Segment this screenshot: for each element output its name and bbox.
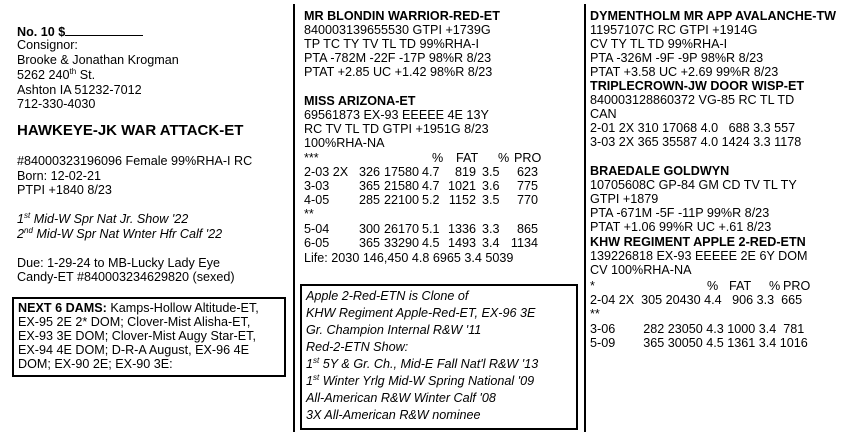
table-row: 5-04 300 26170 5.1 1336 3.3 865	[304, 222, 538, 236]
dam-line: RC TV TL TD GTPI +1951G 8/23	[304, 122, 489, 136]
records-stars: **	[590, 307, 600, 321]
consignor-city: Ashton IA 51232-7012	[17, 83, 142, 97]
award-2: 2nd Mid-W Spr Nat Wnter Hfr Calf '22	[17, 225, 223, 241]
clone-line: 1st 5Y & Gr. Ch., Mid-E Fall Nat'l R&W '13	[306, 355, 539, 371]
records-stars: **	[304, 207, 314, 221]
animal-name: HAWKEYE-JK WAR ATTACK-ET	[17, 122, 244, 139]
maternal-dam-line: 840003128860372 VG-85 RC TL TD	[590, 93, 795, 107]
maternal-sire-name: DYMENTHOLM MR APP AVALANCHE-TW	[590, 9, 837, 23]
next-dams-title: NEXT 6 DAMS:	[18, 301, 107, 315]
consignor-phone: 712-330-4030	[17, 97, 96, 111]
clone-line: All-American R&W Winter Calf '08	[306, 391, 496, 405]
granddam-line: PTA -671M -5F -11P 99%R 8/23	[590, 206, 770, 220]
sire-line: PTA -782M -22F -17P 98%R 8/23	[304, 51, 492, 65]
clone-line: 3X All-American R&W nominee	[306, 408, 481, 422]
next-dams-line-3: EX-93 3E DOM; Clover-Mist Augy Star-ET,	[18, 329, 256, 343]
table-row: 5-09 365 30050 4.5 1361 3.4 1016	[590, 336, 808, 350]
clone-line: 1st Winter Yrlg Mid-W Spring National '09	[306, 372, 535, 388]
maternal-sire-line: PTA -326M -9F -9P 98%R 8/23	[590, 51, 764, 65]
clone-line: Apple 2-Red-ETN is Clone of	[306, 289, 469, 303]
maternal-dam-name: TRIPLECROWN-JW DOOR WISP-ET	[590, 79, 805, 93]
records-header: *** % FAT % PRO	[304, 151, 542, 165]
lifetime-record: Life: 2030 146,450 4.8 6965 3.4 5039	[304, 251, 514, 265]
granddam-line: GTPI +1879	[590, 192, 659, 206]
dam-line: 69561873 EX-93 EEEEE 4E 13Y	[304, 108, 489, 122]
next-dams-line-4: EX-94 4E DOM; D-R-A August, EX-96 4E	[18, 343, 249, 357]
maternal-dam-line: 3-03 2X 365 35587 4.0 1424 3.3 1178	[590, 135, 802, 149]
column-divider-2	[584, 4, 586, 432]
maternal-sire-line: CV TY TL TD 99%RHA-I	[590, 37, 728, 51]
consignor-name: Brooke & Jonathan Krogman	[17, 53, 179, 67]
granddam-name: BRAEDALE GOLDWYN	[590, 164, 730, 178]
maternal-dam-line: 2-01 2X 310 17068 4.0 688 3.3 557	[590, 121, 796, 135]
table-row: 2-04 2X 305 20430 4.4 906 3.3 665	[590, 293, 803, 307]
dam-name: MISS ARIZONA-ET	[304, 94, 416, 108]
great-granddam-line: CV 100%RHA-NA	[590, 263, 692, 277]
granddam-line: 10705608C GP-84 GM CD TV TL TY	[590, 178, 797, 192]
great-granddam-name: KHW REGIMENT APPLE 2-RED-ETN	[590, 235, 806, 249]
clone-line: Gr. Champion Internal R&W '11	[306, 323, 482, 337]
next-dams-box: NEXT 6 DAMS: Kamps-Hollow Altitude-ET, EX-95 2E 2* DOM; Clover-Mist Alisha-ET, EX-93 3E DOM; Clover-Mist Augy Star-ET, EX-94 4E DOM; D-R-A August, EX-96 4E DOM; EX-90 2E; EX-90 3E:	[12, 297, 286, 377]
clone-box	[300, 284, 578, 430]
dam-line: 100%RHA-NA	[304, 136, 385, 150]
column-divider-1	[293, 4, 295, 432]
sire-line: 840003139655530 GTPI +1739G	[304, 23, 491, 37]
price-blank[interactable]	[65, 24, 143, 36]
table-row: 3-06 282 23050 4.3 1000 3.4 781	[590, 322, 805, 336]
sire-line: TP TC TY TV TL TD 99%RHA-I	[304, 37, 479, 51]
consignor-address: 5262 240th St.	[17, 66, 96, 82]
born-date: Born: 12-02-21	[17, 169, 102, 183]
award-1: 1st Mid-W Spr Nat Jr. Show '22	[17, 210, 189, 226]
due-line-2: Candy-ET #840003234629820 (sexed)	[17, 270, 235, 284]
table-row: 6-05 365 33290 4.5 1493 3.4 1134	[304, 236, 538, 250]
maternal-sire-line: PTAT +3.58 UC +2.69 99%R 8/23	[590, 65, 779, 79]
sire-name: MR BLONDIN WARRIOR-RED-ET	[304, 9, 500, 23]
maternal-sire-line: 11957107C RC GTPI +1914G	[590, 23, 758, 37]
maternal-dam-line: CAN	[590, 107, 617, 121]
great-granddam-line: 139226818 EX-93 EEEEE 2E 6Y DOM	[590, 249, 808, 263]
table-row: 4-05 285 22100 5.2 1152 3.5 770	[304, 193, 538, 207]
due-line-1: Due: 1-29-24 to MB-Lucky Lady Eye	[17, 256, 221, 270]
sire-line: PTAT +2.85 UC +1.42 98%R 8/23	[304, 65, 493, 79]
consignor-label: Consignor:	[17, 38, 78, 52]
ptpi: PTPI +1840 8/23	[17, 183, 112, 197]
maternal-records-header: * % FAT % PRO	[590, 279, 811, 293]
next-dams-line-5: DOM; EX-90 2E; EX-90 3E:	[18, 357, 173, 371]
table-row: 2-03 2X 326 17580 4.7 819 3.5 623	[304, 165, 538, 179]
next-dams-line-2: EX-95 2E 2* DOM; Clover-Mist Alisha-ET,	[18, 315, 251, 329]
registration: #84000323196096 Female 99%RHA-I RC	[17, 154, 253, 168]
clone-line: Red-2-ETN Show:	[306, 340, 409, 354]
clone-line: KHW Regiment Apple-Red-ET, EX-96 3E	[306, 306, 536, 320]
lot-number: No. 10 $	[17, 25, 66, 39]
table-row: 3-03 365 21580 4.7 1021 3.6 775	[304, 179, 538, 193]
granddam-line: PTAT +1.06 99%R UC +.61 8/23	[590, 220, 772, 234]
